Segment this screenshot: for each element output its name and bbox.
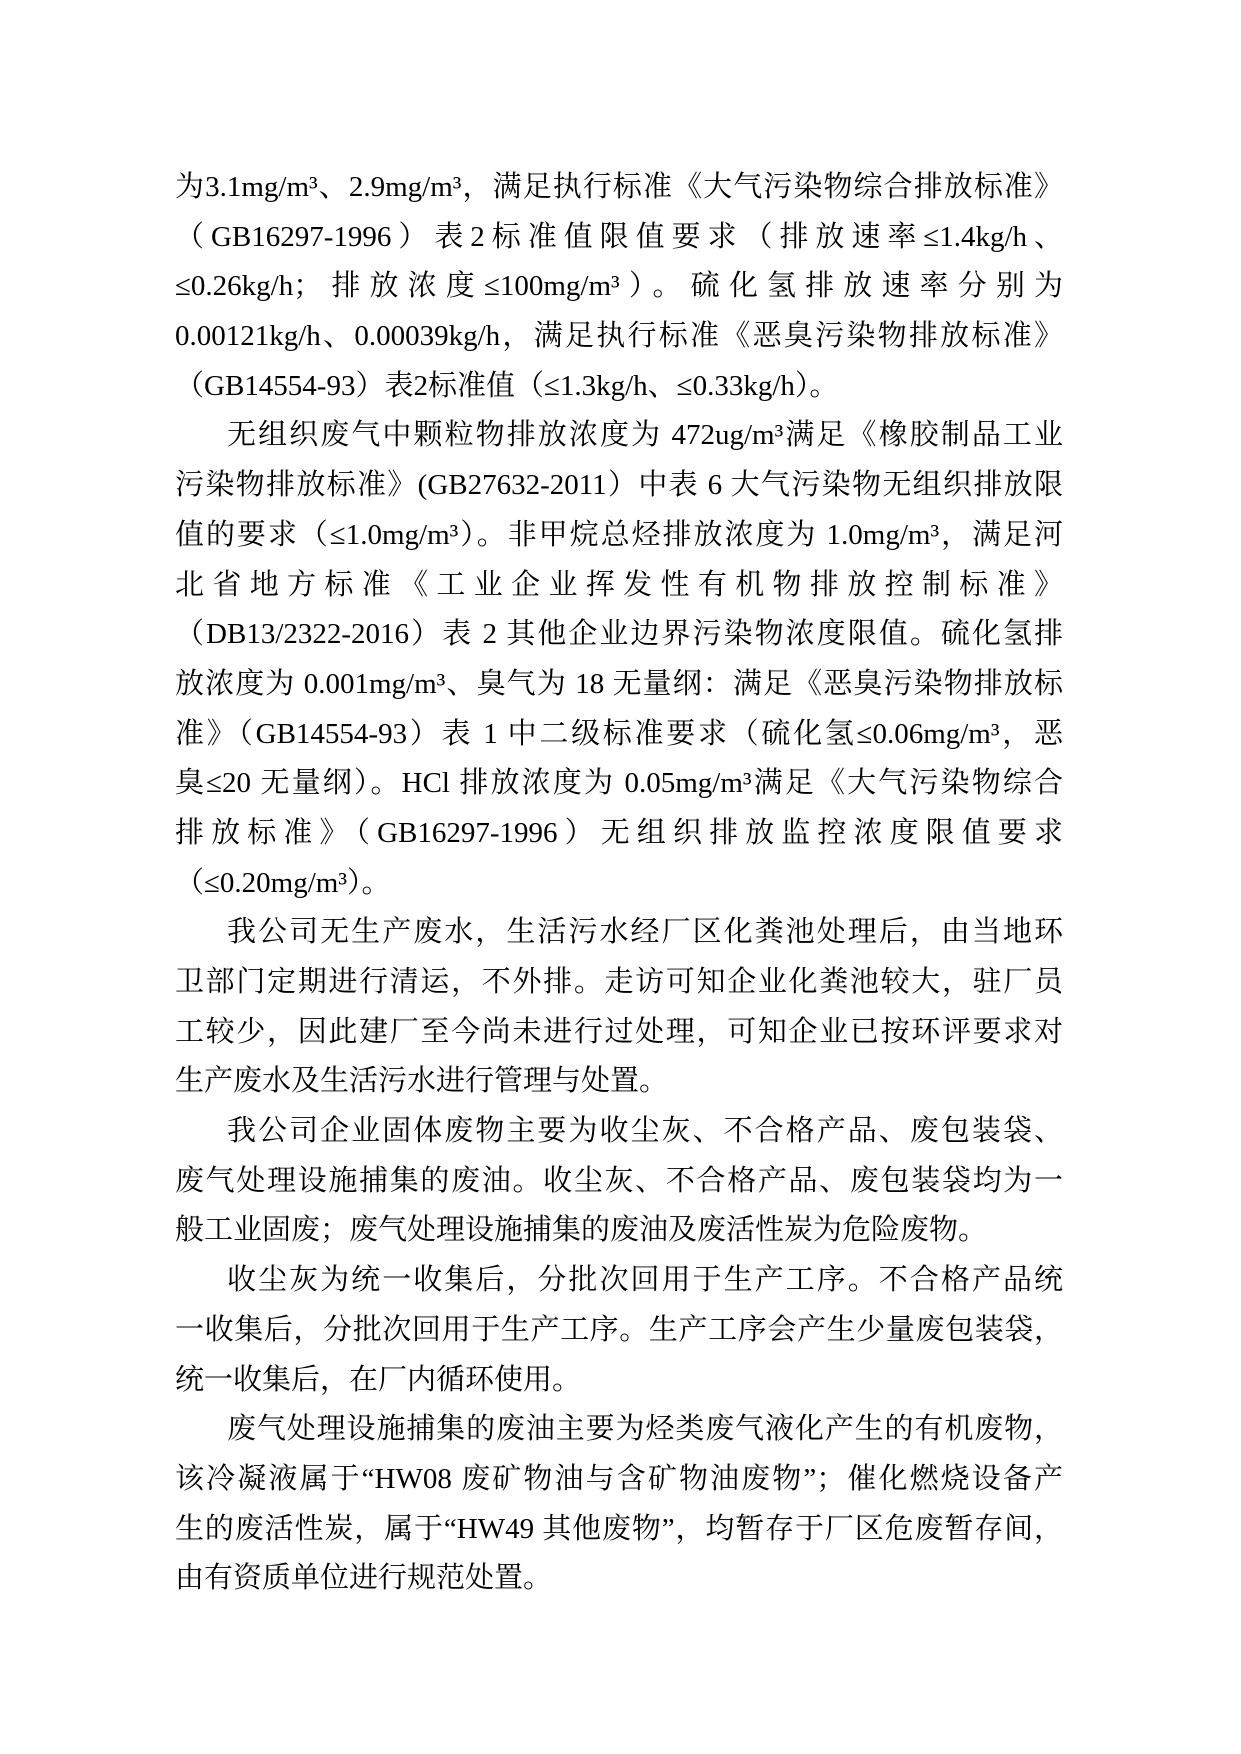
text-line: （GB14554-93）表2标准值（≤1.3kg/h、≤0.33kg/h）。 [175, 369, 839, 402]
text-line: 放浓度为 0.001mg/m³、臭气为 18 无量纲：满足《恶臭污染物排放标 [175, 667, 1063, 700]
text-line: （DB13/2322-2016）表 2 其他企业边界污染物浓度限值。硫化氢排 [175, 618, 1063, 651]
text-line: 准》（GB14554-93）表 1 中二级标准要求（硫化氢≤0.06mg/m³，恶 [175, 717, 1063, 750]
text-line: ≤0.26kg/h；排放浓度≤100mg/m³）。硫化氢排放速率分别为 [175, 270, 1063, 303]
text-line: 我公司无生产废水，生活污水经厂区化粪池处理后，由当地环 [227, 916, 1063, 949]
text-line: 废气处理设施捕集的废油。收尘灰、不合格产品、废包装袋均为一 [175, 1164, 1063, 1197]
text-line: 般工业固废；废气处理设施捕集的废油及废活性炭为危险废物。 [175, 1214, 988, 1247]
text-line: 卫部门定期进行清运，不外排。走访可知企业化粪池较大，驻厂员 [175, 966, 1063, 998]
text-line: 生的废活性炭，属于“HW49 其他废物”，均暂存于厂区危废暂存间， [175, 1512, 1063, 1545]
text-line: 生产废水及生活污水进行管理与处置。 [175, 1065, 669, 1098]
text-line: 排放标准》（GB16297-1996）无组织排放监控浓度限值要求 [175, 816, 1063, 849]
text-line: 该冷凝液属于“HW08 废矿物油与含矿物油废物”；催化燃烧设备产 [175, 1462, 1063, 1495]
text-line: 统一收集后，在厂内循环使用。 [175, 1363, 582, 1396]
text-line: 值的要求（≤1.0mg/m³）。非甲烷总烃排放浓度为 1.0mg/m³，满足河 [175, 518, 1063, 551]
text-line: 无组织废气中颗粒物排放浓度为 472ug/m³满足《橡胶制品工业 [227, 419, 1063, 452]
text-line: （GB16297-1996）表2标准值限值要求（排放速率≤1.4kg/h、 [175, 220, 1063, 253]
text-line: 我公司企业固体废物主要为收尘灰、不合格产品、废包装袋、 [227, 1115, 1063, 1148]
text-line: 由有资质单位进行规范处置。 [175, 1562, 553, 1595]
text-line: 一收集后，分批次回用于生产工序。生产工序会产生少量废包装袋， [175, 1313, 1063, 1346]
document-body-text [175, 163, 1063, 1604]
text-line: 北省地方标准《工业企业挥发性有机物排放控制标准》 [175, 568, 1063, 601]
text-line: 0.00121kg/h、0.00039kg/h，满足执行标准《恶臭污染物排放标准》 [175, 320, 1063, 353]
text-line: 臭≤20 无量纲）。HCl 排放浓度为 0.05mg/m³满足《大气污染物综合 [175, 767, 1063, 800]
text-line: 污染物排放标准》(GB27632-2011）中表 6 大气污染物无组织排放限 [175, 469, 1063, 502]
text-line: 工较少，因此建厂至今尚未进行过处理，可知企业已按环评要求对 [175, 1015, 1063, 1048]
text-line: 收尘灰为统一收集后，分批次回用于生产工序。不合格产品统 [227, 1264, 1063, 1297]
text-line: 废气处理设施捕集的废油主要为烃类废气液化产生的有机废物， [227, 1413, 1063, 1446]
text-line: 为3.1mg/m³、2.9mg/m³，满足执行标准《大气污染物综合排放标准》 [175, 171, 1063, 203]
text-line: （≤0.20mg/m³）。 [175, 866, 391, 899]
